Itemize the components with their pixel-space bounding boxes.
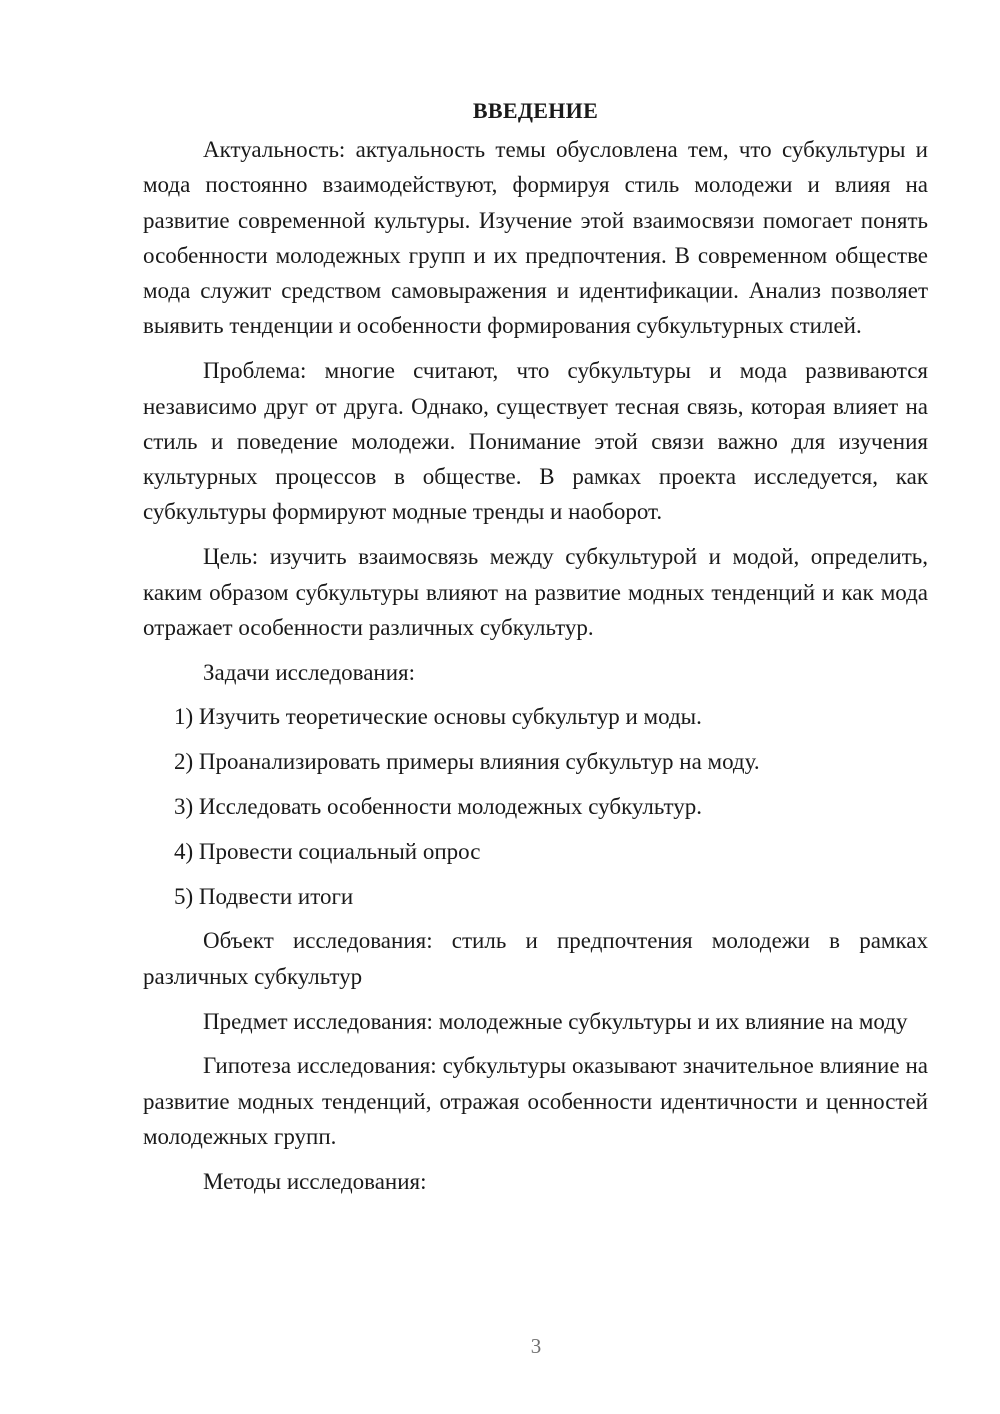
task-item: 3) Исследовать особенности молодежных субкультур. bbox=[174, 794, 702, 820]
methods-heading: Методы исследования: bbox=[203, 1168, 427, 1194]
paragraph-subject: Предмет исследования: молодежные субкультуры и их влияние на моду bbox=[203, 1008, 908, 1034]
task-item: 5) Подвести итоги bbox=[174, 883, 354, 909]
paragraph-problem: Проблема: многие считают, что субкультуры и мода развиваются независимо друг от друга. Однако, существует тесная связь, которая влияет на стиль и поведение молодежи. Понимание этой связи важно для изучения культурных процессов в обществе. В рамках проекта исследуется, как субкультуры формируют модные тренды и наоборот. bbox=[143, 358, 928, 525]
section-title: ВВЕДЕНИЕ bbox=[472, 98, 599, 123]
task-item: 2) Проанализировать примеры влияния субкультур на моду. bbox=[174, 749, 760, 775]
paragraph-relevance: Актуальность: актуальность темы обусловлена тем, что субкультуры и мода постоянно взаимодействуют, формируя стиль молодежи и влияя на развитие современной культуры. Изучение этой взаимосвязи помогает понять особенности молодежных групп и их предпочтения. В современном обществе мода служит средством самовыражения и идентификации. Анализ позволяет выявить тенденции и особенности формирования субкультурных стилей. bbox=[143, 137, 928, 339]
paragraph-hypothesis: Гипотеза исследования: субкультуры оказывают значительное влияние на развитие модных тенденций, отражая особенности идентичности и ценностей молодежных групп. bbox=[143, 1053, 928, 1149]
document-page bbox=[143, 93, 928, 1209]
page-number: 3 bbox=[530, 1334, 542, 1358]
task-item: 4) Провести социальный опрос bbox=[174, 838, 481, 864]
task-item: 1) Изучить теоретические основы субкультур и моды. bbox=[174, 704, 702, 730]
tasks-heading: Задачи исследования: bbox=[203, 659, 416, 685]
tasks-list bbox=[143, 699, 928, 913]
paragraph-object: Объект исследования: стиль и предпочтения молодежи в рамках различных субкультур bbox=[143, 928, 928, 989]
paragraph-goal: Цель: изучить взаимосвязь между субкультурой и модой, определить, каким образом субкультуры влияют на развитие модных тенденций и как мода отражает особенности различных субкультур. bbox=[143, 544, 928, 640]
